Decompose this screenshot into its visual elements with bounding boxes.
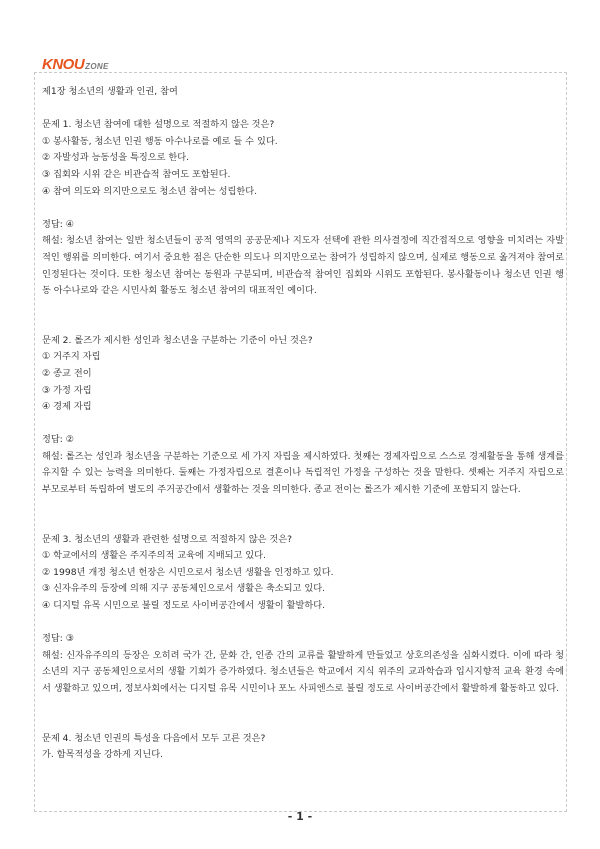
question-2-answer: 정답: ② — [42, 434, 75, 446]
knouzone-logo — [42, 56, 109, 72]
question-3-option-2: ② 1998년 개정 청소년 헌장은 시민으로서 청소년 생활을 인정하고 있다. — [42, 566, 334, 578]
question-3-option-4: ④ 디지털 유목 시민으로 불릴 정도로 사이버공간에서 생활이 활발하다. — [42, 600, 326, 612]
question-3-answer: 정답: ③ — [42, 633, 75, 645]
question-1-answer: 정답: ④ — [42, 218, 75, 230]
document-body — [42, 84, 564, 764]
question-3-option-1: ① 학교에서의 생활은 주지주의적 교육에 지배되고 있다. — [42, 550, 266, 562]
question-4-option-1: 가. 함목적성을 강하게 지닌다. — [42, 749, 164, 761]
question-3-explanation: 해설: 신자유주의의 등장은 오히려 국가 간, 문화 간, 인종 간의 교류를 활발하게 만들었고 상호의존성을 심화시켰다. 이에 따라 청소년의 지구 공동체인으로서의 생활 기회가 증가하였다. 청소년들은 학교에서 지식 위주의 교과학습과 입시지향적 교육 환경 속에서 생활하고 있으며, 정보사회에서는 디지털 유목 시민이나 포노 사피엔스로 불릴 정도로 사이버공간에서 활발하게 활동하고 있다. — [42, 649, 564, 694]
question-2-text: 문제 2. 롤즈가 제시한 성인과 청소년을 구분하는 기준이 아닌 것은? — [42, 334, 313, 346]
logo-main-text: KNOU — [42, 56, 85, 73]
question-2-option-2: ② 종교 전이 — [42, 367, 92, 379]
question-2-explanation: 해설: 롤즈는 성인과 청소년을 구분하는 기준으로 세 가지 자립을 제시하였다. 첫째는 경제자립으로 스스로 경제활동을 통해 생계를 유지할 수 있는 능력을 의미한다. 둘째는 가정자립으로 결혼이나 독립적인 가정을 구성하는 것을 말한다. 셋째는 거주지 자립으로 부모로부터 독립하여 별도의 주거공간에서 생활하는 것을 의미한다. 종교 전이는 롤즈가 제시한 기준에 포함되지 않는다. — [42, 450, 564, 496]
question-1-option-3: ③ 집회와 시위 같은 비관습적 참여도 포함된다. — [42, 168, 231, 180]
question-3-text: 문제 3. 청소년의 생활과 관련한 설명으로 적절하지 않은 것은? — [42, 533, 293, 545]
question-2-option-4: ④ 경제 자립 — [42, 401, 92, 413]
question-1-text: 문제 1. 청소년 참여에 대한 설명으로 적절하지 않은 것은? — [42, 119, 275, 131]
question-1-option-2: ② 자발성과 능동성을 특징으로 한다. — [42, 152, 190, 164]
question-1-explanation: 해설: 청소년 참여는 일반 청소년들이 공적 영역의 공공문제나 지도자 선택에 관한 의사결정에 직간접적으로 영향을 미치려는 자발적인 행위를 의미한다. 여기서 중요한 점은 단순한 의도나 의지만으로는 참여가 성립하지 않으며, 실제로 행동으로 옮겨져야 참여로 인정된다는 것이다. 또한 청소년 참여는 동원과 구분되며, 비관습적 참여인 집회와 시위도 포함된다. 봉사활동이나 청소년 인권 행동 아수나로와 같은 시민사회 활동도 청소년 참여의 대표적인 예이다. — [42, 235, 564, 297]
question-2-option-3: ③ 가정 자립 — [42, 384, 92, 396]
chapter-title: 제1장 청소년의 생활과 인권, 참여 — [42, 86, 178, 97]
question-1-option-4: ④ 참여 의도와 의지만으로도 청소년 참여는 성립한다. — [42, 185, 258, 197]
question-2-option-1: ① 거주지 자립 — [42, 351, 101, 363]
question-4-text: 문제 4. 청소년 인권의 특성을 다음에서 모두 고른 것은? — [42, 732, 266, 744]
page-number: - 1 - — [287, 810, 313, 823]
question-1-option-1: ① 봉사활동, 청소년 인권 행동 아수나로를 예로 들 수 있다. — [42, 135, 278, 147]
logo-sub-text: ZONE — [85, 62, 109, 71]
question-3-option-3: ③ 신자유주의 등장에 의해 지구 공동체인으로서 생활은 축소되고 있다. — [42, 583, 326, 595]
